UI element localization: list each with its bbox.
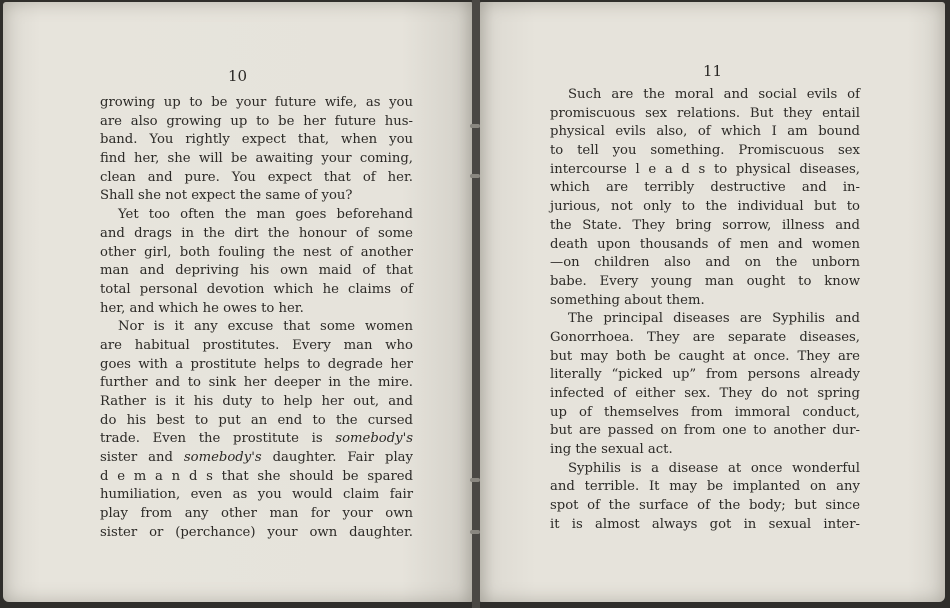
text-line: which are terribly destructive and in- — [550, 180, 860, 196]
text-line: physical evils also, of which I am bound — [550, 124, 860, 140]
left-page-number: 10 — [227, 67, 248, 85]
text-line: are habitual prostitutes. Every man who — [100, 337, 413, 353]
text-line: humiliation, even as you would claim fair — [100, 487, 413, 503]
text-line: literally “picked up” from persons already — [550, 367, 860, 383]
left-page-text — [100, 94, 413, 543]
text-line: the State. They bring sorrow, illness and — [550, 217, 860, 233]
binding-staple — [470, 478, 480, 482]
text-line: Yet too often the man goes beforehand — [118, 207, 413, 223]
text-line: spot of the surface of the body; but since — [550, 498, 860, 514]
text-line: clean and pure. You expect that of her. — [100, 169, 413, 185]
text-line: it is almost always got in sexual inter- — [550, 516, 860, 532]
text-line: The principal diseases are Syphilis and — [568, 311, 860, 327]
text-line: up of themselves from immoral conduct, — [550, 404, 860, 420]
text-line: sister and somebody's daughter. Fair play — [100, 450, 413, 466]
text-line: Rather is it his duty to help her out, and — [100, 394, 413, 409]
text-line: ing the sexual act. — [550, 442, 673, 458]
text-line: trade. Even the prostitute is somebody's — [100, 431, 413, 447]
text-line: but may both be caught at once. They are — [550, 348, 860, 364]
text-line: band. You rightly expect that, when you — [100, 132, 413, 148]
text-line: babe. Every young man ought to know — [550, 273, 860, 289]
text-line: promiscuous sex relations. But they entail — [550, 105, 860, 121]
text-line: infected of either sex. They do not spring — [550, 386, 860, 401]
binding-staple — [470, 174, 480, 178]
text-line: Nor is it any excuse that some women — [118, 319, 413, 335]
text-line: Shall she not expect the same of you? — [100, 188, 353, 204]
text-line: and drags in the dirt the honour of some — [100, 225, 413, 241]
text-line: Syphilis is a disease at once wonderful — [568, 460, 860, 476]
text-line: Gonorrhoea. They are separate diseases, — [550, 329, 860, 345]
text-line: growing up to be your future wife, as you — [100, 95, 413, 110]
left-page — [3, 2, 472, 602]
text-line: jurious, not only to the individual but to — [550, 199, 860, 215]
text-line: do his best to put an end to the cursed — [100, 412, 413, 428]
text-line: find her, she will be awaiting your coming, — [100, 151, 413, 167]
text-line: d e m a n d s that she should be spared — [100, 468, 413, 484]
right-page-text — [550, 86, 860, 535]
text-line: to tell you something. Promiscuous sex — [550, 143, 860, 159]
book-gutter — [472, 0, 480, 608]
text-line: her, and which he owes to her. — [100, 300, 304, 316]
text-line: but are passed on from one to another dur- — [550, 423, 860, 439]
right-page-number: 11 — [702, 62, 723, 80]
text-line: and terrible. It may be implanted on any — [550, 479, 860, 495]
text-line: Such are the moral and social evils of — [568, 87, 860, 102]
text-line: total personal devotion which he claims of — [100, 281, 413, 297]
text-line: further and to sink her deeper in the mire. — [100, 375, 413, 391]
right-page — [480, 2, 945, 602]
text-line: are also growing up to be her future hus- — [100, 113, 413, 129]
text-line: sister or (perchance) your own daughter. — [100, 524, 413, 540]
text-line: man and depriving his own maid of that — [100, 263, 413, 279]
text-line: other girl, both fouling the nest of another — [100, 244, 413, 260]
text-line: something about them. — [550, 292, 705, 308]
text-line: goes with a prostitute helps to degrade her — [100, 356, 413, 372]
binding-staple — [470, 124, 480, 128]
text-line: death upon thousands of men and women — [550, 236, 860, 252]
binding-staple — [470, 530, 480, 534]
text-line: play from any other man for your own — [100, 506, 413, 522]
text-line: —on children also and on the unborn — [550, 255, 860, 271]
text-line: intercourse l e a d s to physical diseases, — [550, 161, 860, 177]
